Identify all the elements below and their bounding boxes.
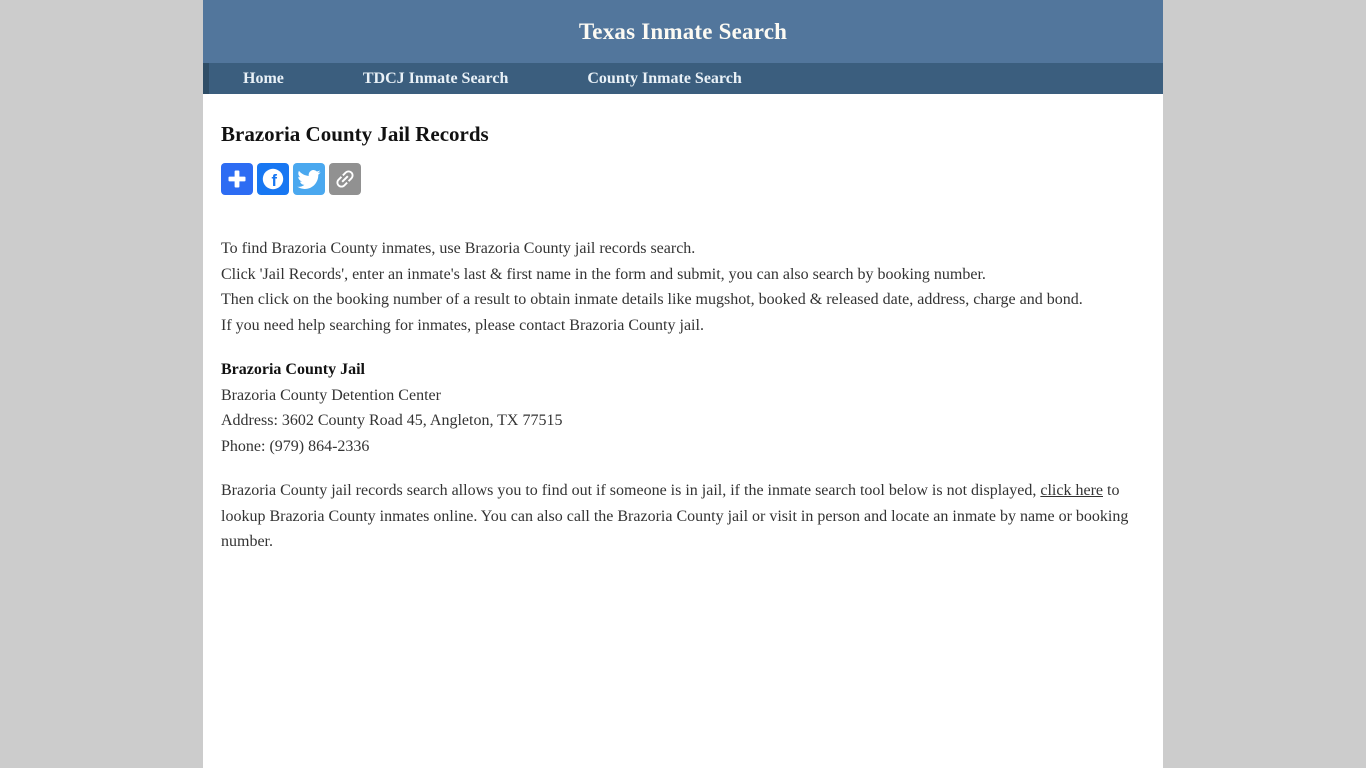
jail-info-block xyxy=(221,357,1145,459)
intro-line: Then click on the booking number of a result to obtain inmate details like mugshot, booked & released date, address, charge and bond. xyxy=(221,291,1083,308)
outro-text-after-link: to lookup Brazoria County inmates online. You can also call the Brazoria County jail or visit in person and locate an inmate by name or booking number. xyxy=(221,482,1129,550)
main-content xyxy=(203,94,1163,768)
nav-item-tdcj-inmate-search[interactable]: TDCJ Inmate Search xyxy=(362,69,509,87)
intro-line: If you need help searching for inmates, please contact Brazoria County jail. xyxy=(221,316,704,334)
facebook-icon xyxy=(257,163,289,195)
nav-item-home[interactable]: Home xyxy=(243,69,284,87)
outro-text-before-link: Brazoria County jail records search allows you to find out if someone is in jail, if the inmate search tool below is not displayed, xyxy=(221,482,1041,499)
outro-paragraph xyxy=(221,478,1145,555)
facebook-share-button[interactable] xyxy=(257,163,289,195)
copy-link-button[interactable] xyxy=(329,163,361,195)
intro-paragraph xyxy=(221,236,1145,338)
intro-line: To find Brazoria County inmates, use Brazoria County jail records search. xyxy=(221,240,696,257)
link-icon xyxy=(329,163,361,195)
jail-address: Address: 3602 County Road 45, Angleton, TX 77515 xyxy=(221,412,563,429)
main-nav xyxy=(203,63,1163,94)
share-buttons-row xyxy=(221,163,1145,195)
svg-text:f: f xyxy=(271,172,277,191)
plus-share-icon xyxy=(221,163,253,195)
page-title: Brazoria County Jail Records xyxy=(221,122,489,146)
nav-left-edge xyxy=(203,63,209,94)
share-button[interactable] xyxy=(221,163,253,195)
jail-facility: Brazoria County Detention Center xyxy=(221,386,441,404)
nav-item-county-inmate-search[interactable]: County Inmate Search xyxy=(587,69,742,87)
jail-name: Brazoria County Jail xyxy=(221,361,365,378)
site-header xyxy=(203,0,1163,63)
page-container xyxy=(203,0,1163,768)
intro-line: Click 'Jail Records', enter an inmate's last & first name in the form and submit, you can also search by booking number. xyxy=(221,265,986,283)
jail-phone: Phone: (979) 864-2336 xyxy=(221,437,370,455)
click-here-link[interactable]: click here xyxy=(1040,482,1103,499)
twitter-bird-icon xyxy=(293,163,325,195)
site-title: Texas Inmate Search xyxy=(578,18,788,44)
twitter-share-button[interactable] xyxy=(293,163,325,195)
